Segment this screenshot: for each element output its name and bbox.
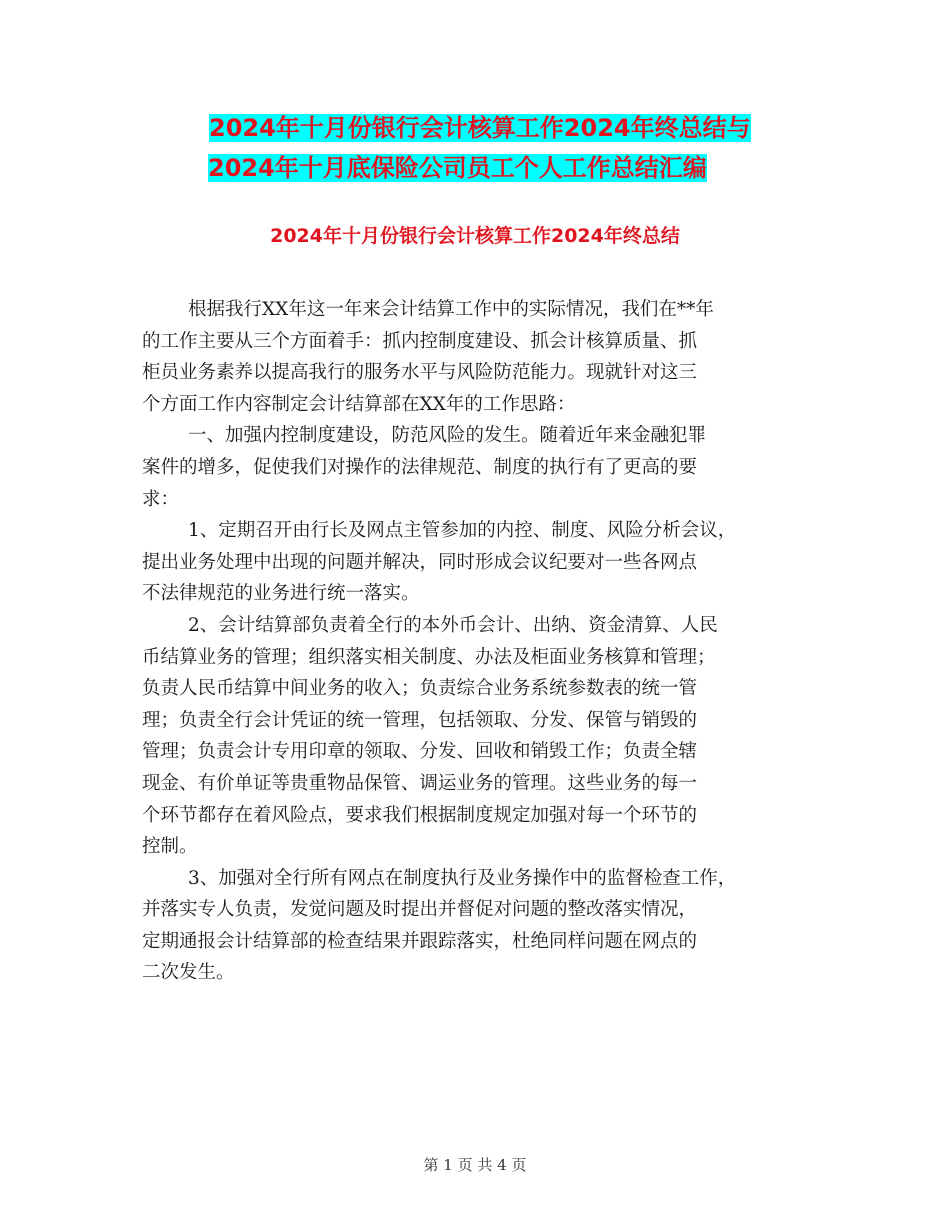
paragraph-line: 一、加强内控制度建设，防范风险的发生。随着近年来金融犯罪 bbox=[188, 425, 707, 447]
paragraph-line: 控制。 bbox=[142, 836, 198, 858]
paragraph-line: 二次发生。 bbox=[142, 962, 235, 984]
paragraph-line: 柜员业务素养以提高我行的服务水平与风险防范能力。现就针对这三 bbox=[142, 362, 698, 384]
paragraph-line: 2、会计结算部负责着全行的本外币会计、出纳、资金清算、人民 bbox=[188, 614, 718, 636]
paragraph-line: 负责人民币结算中间业务的收入；负责综合业务系统参数表的统一管 bbox=[142, 678, 698, 700]
paragraph-line: 现金、有价单证等贵重物品保管、调运业务的管理。这些业务的每一 bbox=[142, 772, 698, 794]
paragraph-line: 不法律规范的业务进行统一落实。 bbox=[142, 583, 420, 605]
paragraph-line: 求： bbox=[142, 488, 180, 510]
section-title: 2024年十月份银行会计核算工作2024年终总结 bbox=[270, 225, 680, 247]
document-main-title bbox=[0, 108, 950, 188]
main-title-line-1: 2024年十月份银行会计核算工作2024年终总结与 bbox=[209, 114, 751, 142]
paragraph-line: 币结算业务的管理；组织落实相关制度、办法及柜面业务核算和管理； bbox=[142, 646, 716, 668]
paragraph-line: 根据我行XX年这一年来会计结算工作中的实际情况，我们在**年 bbox=[188, 299, 714, 320]
paragraph-line: 1、定期召开由行长及网点主管参加的内控、制度、风险分析会议， bbox=[188, 520, 737, 542]
main-title-line-2: 2024年十月底保险公司员工个人工作总结汇编 bbox=[208, 154, 707, 182]
paragraph-line: 案件的增多，促使我们对操作的法律规范、制度的执行有了更高的要 bbox=[142, 456, 698, 478]
paragraph-line: 定期通报会计结算部的检查结果并跟踪落实，杜绝同样问题在网点的 bbox=[142, 930, 698, 952]
paragraph-line: 个方面工作内容制定会计结算部在XX年的工作思路： bbox=[142, 393, 576, 415]
document-body bbox=[0, 294, 950, 989]
paragraph-line: 的工作主要从三个方面着手：抓内控制度建设、抓会计核算质量、抓 bbox=[142, 330, 698, 352]
page-number-footer: 第 1 页 共 4 页 bbox=[423, 1156, 527, 1174]
paragraph-line: 并落实专人负责，发觉问题及时提出并督促对问题的整改落实情况， bbox=[142, 899, 698, 921]
paragraph-line: 个环节都存在着风险点，要求我们根据制度规定加强对每一个环节的 bbox=[142, 804, 698, 826]
paragraph-line: 提出业务处理中出现的问题并解决，同时形成会议纪要对一些各网点 bbox=[142, 551, 698, 573]
paragraph-line: 理；负责全行会计凭证的统一管理，包括领取、分发、保管与销毁的 bbox=[142, 709, 698, 731]
paragraph-line: 管理；负责会计专用印章的领取、分发、回收和销毁工作；负责全辖 bbox=[142, 741, 698, 763]
paragraph-line: 3、加强对全行所有网点在制度执行及业务操作中的监督检查工作， bbox=[188, 867, 737, 889]
